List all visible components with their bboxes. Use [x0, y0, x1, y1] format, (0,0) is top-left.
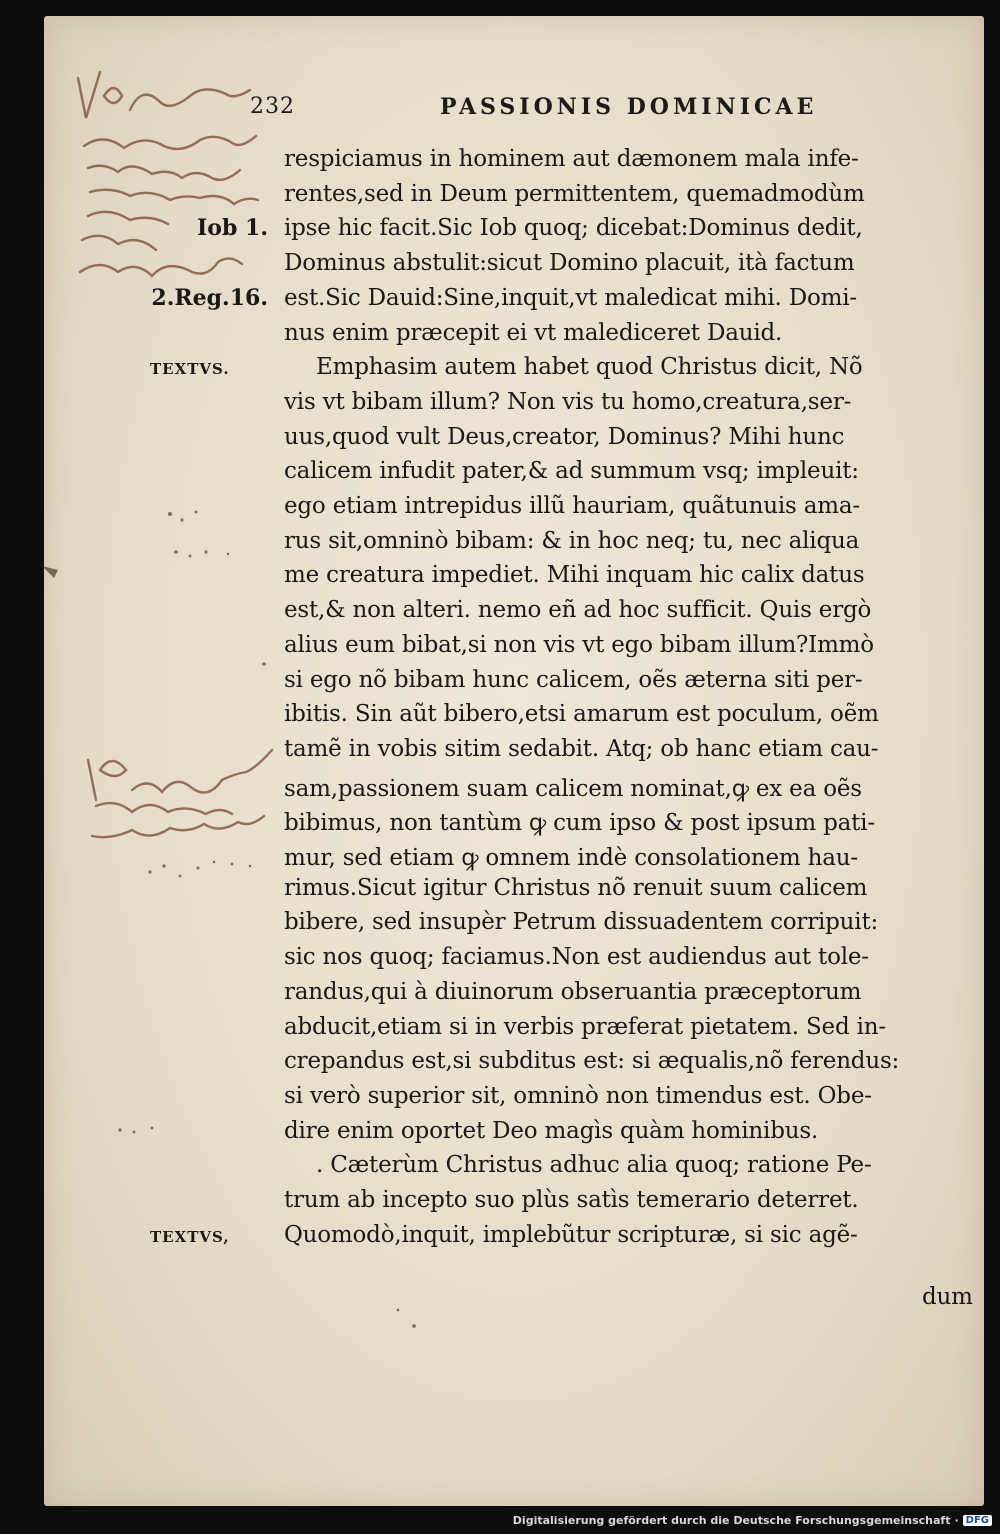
line-text: bibimus, non tantùm ꝙ cum ipso & post ipsum pati- [284, 810, 875, 837]
text-line [0, 875, 1000, 910]
text-line [0, 909, 1000, 944]
line-text: mur, sed etiam ꝙ omnem indè consolationem hau- [284, 845, 858, 871]
text-line [0, 771, 1000, 806]
line-text: vis vt bibam illum? Non vis tu homo,creatura,ser- [284, 388, 852, 415]
line-text: ipse hic facit.Sic Iob quoq; dicebat:Dominus dedit, [284, 215, 863, 242]
line-text: sic nos quoq; faciamus.Non est audiendus aut tole- [284, 944, 869, 971]
credit-text: Digitalisierung gefördert durch die Deutsche Forschungsgemeinschaft [512, 1514, 951, 1527]
line-text: me creatura impediet. Mihi inquam hic calix datus [284, 562, 865, 589]
margin-note: 2.Reg.16. [151, 284, 268, 311]
line-text: si ego nõ bibam hunc calicem, oẽs æterna siti per- [284, 666, 863, 693]
line-text: crepandus est,si subditus est: si æqualis,nõ ferendus: [284, 1048, 900, 1075]
page-number: 232 [250, 94, 295, 119]
line-text: abducit,etiam si in verbis præferat pietatem. Sed in- [284, 1013, 886, 1040]
line-text: ego etiam intrepidus illũ hauriam, quãtunuis ama- [284, 493, 860, 519]
line-text: alius eum bibat,si non vis vt ego bibam illum?Immò [284, 631, 874, 658]
line-text: Quomodò,inquit, implebũtur scripturæ, si sic agẽ- [284, 1221, 858, 1248]
credit-separator: · [954, 1514, 959, 1527]
text-line [0, 1118, 1000, 1153]
line-text: randus,qui à diuinorum obseruantia præceptorum [284, 978, 862, 1005]
line-text: calicem infudit pater,& ad summum vsq; impleuit: [284, 458, 859, 485]
line-text: nus enim præcepit ei vt malediceret Dauid. [284, 319, 783, 346]
text-line [0, 493, 1000, 528]
line-text: rimus.Sicut igitur Christus nõ renuit suum calicem [284, 874, 868, 901]
line-text: Emphasim autem habet quod Christus dicit, Nõ [316, 354, 863, 381]
line-text: tamẽ in vobis sitim sedabit. Atq; ob hanc etiam cau- [284, 735, 879, 762]
margin-note: TEXTVS. [150, 360, 230, 379]
margin-note: TEXTVS, [150, 1227, 230, 1246]
text-line [0, 562, 1000, 597]
text-line [0, 979, 1000, 1014]
line-text: rentes,sed in Deum permittentem, quemadmodùm [284, 180, 865, 207]
line-text: est.Sic Dauid:Sine,inquit,vt maledicat mihi. Domi- [284, 284, 857, 311]
margin-note: Iob 1. [197, 215, 268, 242]
text-line [0, 389, 1000, 424]
text-line [0, 1048, 1000, 1083]
text-line [0, 528, 1000, 563]
text-line [0, 805, 1000, 840]
text-line [0, 1152, 1000, 1187]
text-line [0, 597, 1000, 632]
text-line [0, 1222, 1000, 1257]
text-line [0, 320, 1000, 355]
line-text: respiciamus in hominem aut dæmonem mala infe- [284, 146, 859, 172]
line-text: sam,passionem suam calicem nominat,ꝙ ex ea oẽs [284, 775, 862, 802]
digitization-credit [513, 1514, 992, 1527]
text-line [0, 458, 1000, 493]
catchword-line [0, 1284, 1000, 1319]
text-line [0, 215, 1000, 250]
text-line [0, 944, 1000, 979]
text-line [0, 701, 1000, 736]
line-text: bibere, sed insupèr Petrum dissuadentem corripuit: [284, 909, 879, 936]
text-line [0, 632, 1000, 667]
line-text: trum ab incepto suo plùs satìs temerario deterret. [284, 1187, 859, 1213]
text-line [0, 667, 1000, 702]
text-line [0, 354, 1000, 389]
line-text: . Cæterùm Christus adhuc alia quoq; ratione Pe- [316, 1152, 872, 1179]
dfg-logo: DFG [963, 1515, 992, 1526]
text-line [0, 146, 1000, 181]
line-text: uus,quod vult Deus,creator, Dominus? Mihi hunc [284, 423, 845, 450]
text-line [0, 1083, 1000, 1118]
text-line [0, 840, 1000, 875]
line-text: dire enim oportet Deo magìs quàm hominibus. [284, 1117, 819, 1144]
line-text: ibitis. Sin aũt bibero,etsi amarum est poculum, oẽm [284, 701, 879, 728]
line-text: est,& non alteri. nemo eñ ad hoc sufficit. Quis ergò [284, 597, 872, 624]
line-text: Dominus abstulit:sicut Domino placuit, ità factum [284, 250, 855, 277]
text-line [0, 1014, 1000, 1049]
catchword: dum [922, 1284, 973, 1310]
text-line [0, 1187, 1000, 1222]
text-line [0, 181, 1000, 216]
text-line [0, 424, 1000, 459]
line-text: si verò superior sit, omninò non timendus est. Obe- [284, 1082, 872, 1109]
line-text: rus sit,omninò bibam: & in hoc neq; tu, nec aliqua [284, 527, 860, 554]
running-title: PASSIONIS DOMINICAE [440, 94, 818, 120]
text-line [0, 736, 1000, 771]
text-line [0, 285, 1000, 320]
text-line [0, 250, 1000, 285]
